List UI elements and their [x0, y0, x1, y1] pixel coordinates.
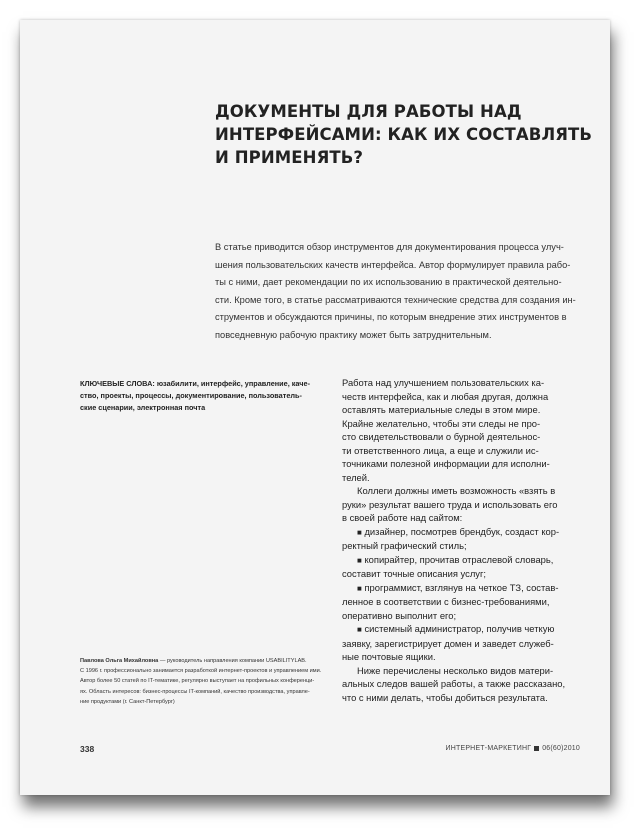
body-line: ные почтовые ящики.	[342, 651, 436, 662]
magazine-page	[20, 20, 610, 795]
article-title	[215, 100, 595, 169]
journal-name: ИНТЕРНЕТ-МАРКЕТИНГ	[445, 745, 532, 752]
body-line: ленное в соответствии с бизнес-требованиями,	[342, 596, 550, 607]
body-line: копирайтер, прочитав отраслевой словарь,	[364, 553, 554, 565]
author-bio	[80, 656, 330, 707]
title-line: ИНТЕРФЕЙСАМИ: КАК ИХ СОСТАВЛЯТЬ	[215, 125, 593, 144]
keywords-line: ские сценарии, электронная почта	[80, 403, 206, 412]
abstract-line: повседневную рабочую практику может быть затруднительным.	[215, 329, 492, 340]
body-line: составит точные описания услуг;	[342, 568, 487, 579]
page-number: 338	[80, 744, 95, 754]
body-line: программист, взглянув на четкое ТЗ, состав-	[364, 581, 559, 593]
body-line: Ниже перечислены несколько видов матери-	[357, 664, 554, 676]
keywords-block	[80, 378, 330, 414]
article-abstract	[215, 239, 590, 345]
author-line	[80, 656, 330, 666]
body-line: ректный графический стиль;	[342, 540, 467, 551]
abstract-line: В статье приводится обзор инструментов для документирования процесса улуч-	[215, 242, 564, 252]
bullet-square-icon: ■	[357, 555, 362, 565]
body-line: альных следов вашей работы, а также рассказано,	[342, 678, 566, 689]
bullet-square-icon: ■	[357, 583, 362, 593]
title-line: ДОКУМЕНТЫ ДЛЯ РАБОТЫ НАД	[215, 102, 522, 121]
bullet-item	[342, 525, 597, 540]
journal-issue: 06(60)2010	[542, 745, 580, 752]
body-line: сто свидетельствовали о бурной деятельнос-	[342, 431, 541, 442]
body-line: системный администратор, получив четкую	[364, 623, 555, 634]
body-line: руки» результат вашего труда и использовать его	[342, 498, 558, 510]
body-line: оперативно выполнит его;	[342, 609, 457, 621]
keywords-line: ство, проекты, процессы, документирование, пользователь-	[80, 391, 302, 400]
abstract-line: шения пользовательских качеств интерфейса. Автор формулирует правила рабо-	[215, 259, 571, 270]
author-line: ние продуктами (г. Санкт-Петербург)	[80, 698, 175, 705]
square-separator-icon	[534, 746, 539, 751]
body-line: Коллеги должны иметь возможность «взять в	[357, 485, 556, 496]
author-line: ях. Область интересов: бизнес-процессы IT-компаний, качество производства, управле-	[80, 688, 310, 695]
bullet-item	[342, 622, 597, 637]
body-line: что с ними делать, чтобы добиться результата.	[342, 691, 548, 703]
bullet-item	[342, 581, 597, 596]
keywords-line: КЛЮЧЕВЫЕ СЛОВА: юзабилити, интерфейс, управление, каче-	[80, 379, 311, 388]
body-line: Работа над улучшением пользовательских ка-	[342, 377, 545, 388]
body-line: ти ответственного лица, а еще и служили ис-	[342, 444, 539, 456]
bullet-square-icon: ■	[357, 527, 362, 537]
abstract-line: ты с ними, дает рекомендации по их использованию в практической деятельно-	[215, 277, 562, 288]
body-line: оставлять материальные следы в этом мире.	[342, 404, 541, 415]
body-line: телей.	[342, 471, 370, 483]
abstract-line: сти. Кроме того, в статье рассматриваются технические средства для создания ин-	[215, 294, 576, 305]
author-line: Автор более 50 статей по IT-тематике, регулярно выступает на профильных конференци-	[80, 678, 315, 685]
author-name: Павлова Ольга Михайловна	[80, 658, 159, 664]
bullet-item	[342, 553, 597, 568]
bullet-square-icon: ■	[357, 625, 362, 634]
title-line: И ПРИМЕНЯТЬ?	[215, 148, 364, 167]
body-line: точниками полезной информации для исполни-	[342, 458, 550, 469]
body-line: честв интерфейса, как и любая другая, должна	[342, 390, 549, 402]
body-line: дизайнер, посмотрев брендбук, создаст кор-	[364, 525, 560, 537]
body-line: Крайне желательно, чтобы эти следы не про-	[342, 417, 541, 429]
body-line: в своей работе над сайтом:	[342, 512, 463, 523]
body-line: заявку, зарегистрирует домен и заведет служеб-	[342, 637, 554, 649]
author-line: С 1996 г. профессионально занимается разработкой интернет-проектов и управлением ими.	[80, 668, 322, 675]
author-role: — руководитель направления компании USABILITYLAB.	[158, 658, 307, 664]
article-body	[342, 376, 597, 704]
abstract-line: струментов и обсуждаются причины, по которым внедрение этих инструментов в	[215, 312, 567, 323]
journal-footer	[445, 745, 580, 752]
